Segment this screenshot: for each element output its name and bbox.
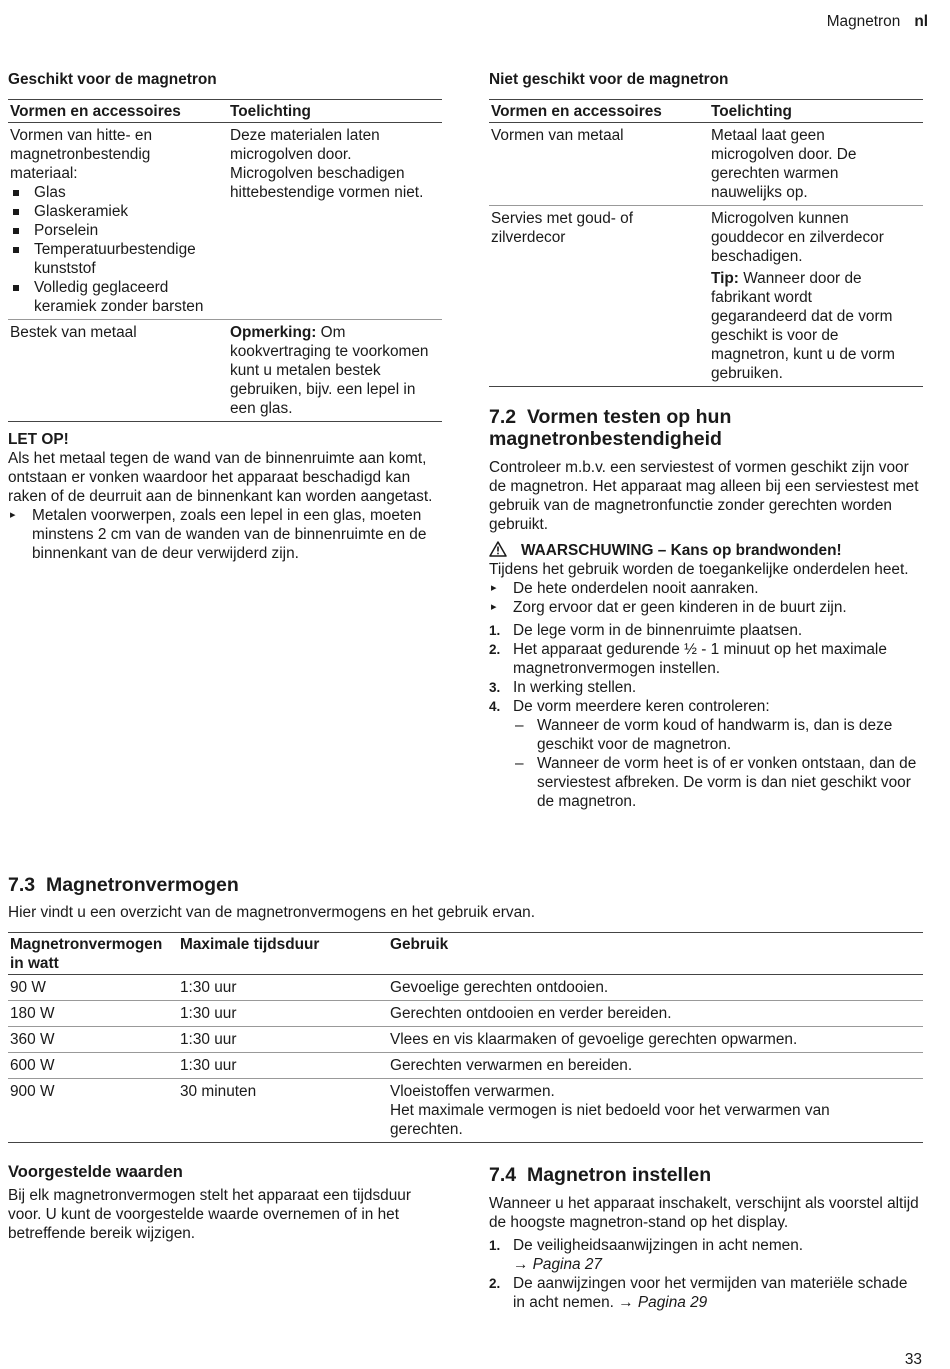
triangle-bullet-icon: ▸ (491, 601, 497, 613)
power-cell: 180 W (10, 1005, 55, 1022)
duration-cell: 1:30 uur (180, 1031, 237, 1048)
list-item: Temperatuurbestendige kunststof (10, 240, 226, 278)
section-7-4-heading (489, 1164, 923, 1186)
duration-col-header: Maximale tijdsduur (180, 936, 320, 953)
page-link[interactable]: Pagina 27 (532, 1256, 602, 1273)
unsuitable-col1-header: Vormen en accessoires (491, 103, 662, 120)
tip-label: Tip: (711, 270, 739, 287)
table-row (8, 1001, 923, 1027)
arrow-right-icon: → (618, 1294, 634, 1311)
usage-text: Vloeistoffen verwarmen. (390, 1083, 555, 1100)
table-row (8, 123, 442, 320)
table-cell: Bestek van metaal (10, 324, 137, 341)
usage-cell: Gerechten ontdooien en verder bereiden. (390, 1005, 672, 1022)
usage-cell: Vlees en vis klaarmaken of gevoelige gerechten opwarmen. (390, 1031, 798, 1048)
usage-cell: Gerechten verwarmen en bereiden. (390, 1057, 633, 1074)
step-item (489, 697, 923, 811)
sub-text: Wanneer de vorm koud of handwarm is, dan is deze geschikt voor de magnetron. (537, 717, 893, 753)
running-header (827, 12, 928, 31)
warning-bullets (489, 579, 923, 617)
step-text: In werking stellen. (513, 679, 637, 696)
usage-extra-text: Het maximale vermogen is niet bedoeld voor het verwarmen van gerechten. (390, 1102, 830, 1138)
dash-bullet: – (515, 717, 524, 734)
duration-cell: 1:30 uur (180, 979, 237, 996)
page-link[interactable]: Pagina 29 (637, 1294, 708, 1311)
unsuitable-col2-header: Toelichting (711, 103, 792, 120)
sub-list (513, 716, 923, 811)
bullet-text: De hete onderdelen nooit aanraken. (513, 580, 759, 597)
section-7-2-heading (489, 406, 923, 450)
duration-cell: 1:30 uur (180, 1057, 237, 1074)
step-item (489, 1274, 923, 1312)
section-title: Magnetronvermogen (45, 874, 239, 896)
step-text: Het apparaat gedurende ½ - 1 minuut op het maximale magnetronvermogen instellen. (513, 641, 887, 677)
decor-note: Microgolven kunnen gouddecor en zilverdecor beschadigen. (711, 210, 884, 265)
materials-list (10, 183, 226, 316)
table-row (489, 123, 923, 206)
table-row (8, 1027, 923, 1053)
warning-triangle-icon (489, 541, 507, 557)
section-7-3 (8, 874, 923, 1143)
step-item (489, 640, 923, 678)
caution-bullets (8, 506, 442, 563)
section-number: 7.3 (8, 874, 36, 896)
triangle-bullet-icon: ▸ (10, 509, 16, 521)
note-text: Om kookvertraging te voorkomen kunt u metalen bestek gebruiken, bijv. een lepel in een glas. (230, 324, 429, 417)
suitable-col1-header: Vormen en accessoires (10, 103, 181, 120)
power-cell: 360 W (10, 1031, 55, 1048)
warning-title: WAARSCHUWING – Kans op brandwonden! (521, 542, 842, 559)
table-row (8, 975, 923, 1001)
list-item: Glas (10, 183, 226, 202)
table-cell: Metaal laat geen microgolven door. De gerechten warmen nauwelijks op. (711, 127, 857, 201)
dash-bullet: – (515, 755, 524, 772)
power-col-header: Magnetronvermogen in watt (10, 936, 163, 972)
section-7-4 (489, 1164, 923, 1312)
suggested-values-section (8, 1163, 442, 1243)
suggested-values-title: Voorgestelde waarden (8, 1163, 183, 1181)
unsuitable-section (489, 70, 923, 387)
section-title: Magnetron instellen (526, 1164, 712, 1186)
step-item (489, 678, 923, 697)
table-cell: Servies met goud- of zilverdecor (491, 210, 634, 246)
list-item (513, 754, 923, 811)
triangle-bullet-icon: ▸ (491, 582, 497, 594)
table-row (8, 1053, 923, 1079)
section-title: Vormen testen op hun magnetronbestendigheid (489, 406, 732, 450)
list-item (489, 598, 923, 617)
tip-text: Wanneer door de fabrikant wordt gegarandeerd dat de vorm geschikt is voor de magnetron, kunt u de vorm gebruiken. (711, 270, 895, 382)
header-language: nl (914, 13, 928, 30)
step-text: De veiligheidsaanwijzingen in acht nemen. (513, 1237, 804, 1254)
table-cell (8, 123, 228, 320)
step-number: 2. (489, 1276, 501, 1291)
duration-cell: 1:30 uur (180, 1005, 237, 1022)
list-item (8, 506, 442, 563)
table-cell: Vormen van metaal (491, 127, 624, 144)
bullet-text: Zorg ervoor dat er geen kinderen in de buurt zijn. (513, 599, 847, 616)
page-number: 33 (904, 1351, 922, 1368)
suggested-values-text: Bij elk magnetronvermogen stelt het apparaat een tijdsduur voor. U kunt de voorgestelde waarde overnemen of in het betreffende bereik wijzigen. (8, 1187, 411, 1242)
table-row (8, 1079, 923, 1143)
table-cell (228, 320, 442, 422)
table-cell: Deze materialen laten microgolven door. Microgolven beschadigen hittebestendige vormen niet. (230, 127, 424, 201)
power-table (8, 932, 923, 1143)
usage-cell (388, 1079, 923, 1143)
power-cell: 900 W (10, 1083, 55, 1100)
section-number: 7.4 (489, 1164, 517, 1186)
power-cell: 90 W (10, 979, 46, 996)
suitable-table (8, 99, 442, 422)
arrow-right-icon: → (513, 1256, 529, 1273)
sub-text: Wanneer de vorm heet is of er vonken ontstaan, dan de serviestest afbreken. De vorm is dan niet geschikt voor de magnetron. (537, 755, 917, 810)
setup-steps (489, 1236, 923, 1312)
bullet-text: Metalen voorwerpen, zoals een lepel in een glas, moeten minstens 2 cm van de wanden van de binnenruimte en de binnenkant van de deur verwijderd zijn. (32, 507, 427, 562)
step-text: De vorm meerdere keren controleren: (513, 698, 770, 715)
step-number: 3. (489, 680, 501, 695)
power-cell: 600 W (10, 1057, 55, 1074)
table-row (8, 320, 442, 422)
unsuitable-table (489, 99, 923, 387)
header-title: Magnetron (826, 13, 901, 30)
suitable-title: Geschikt voor de magnetron (8, 71, 217, 88)
step-number: 4. (489, 699, 501, 714)
list-item (513, 716, 923, 754)
caution-block (8, 430, 442, 563)
caution-text: Als het metaal tegen de wand van de binnenruimte aan komt, ontstaan er vonken waardoor het apparaat beschadigd kan raken of de deurruit aan de binnenkant kan worden aangetast. (8, 450, 433, 505)
section-7-3-intro: Hier vindt u een overzicht van de magnetronvermogens en het gebruik ervan. (8, 904, 536, 921)
section-7-4-intro: Wanneer u het apparaat inschakelt, verschijnt als voorstel altijd de hoogste magnetron-stand op het display. (489, 1195, 919, 1231)
step-item (489, 1236, 923, 1274)
section-number: 7.2 (489, 406, 517, 428)
caution-label: LET OP! (8, 431, 69, 448)
section-7-2-intro: Controleer m.b.v. een serviestest of vormen geschikt zijn voor de magnetron. Het apparaat mag alleen bij een serviestest met gebruik van de magnetronfunctie zonder gerechten worden gebruikt. (489, 459, 919, 533)
usage-col-header: Gebruik (390, 936, 449, 953)
step-item (489, 621, 923, 640)
materials-intro: Vormen van hitte- en magnetronbestendig materiaal: (10, 127, 153, 182)
note-label: Opmerking: (230, 324, 317, 341)
list-item (489, 579, 923, 598)
test-steps (489, 621, 923, 811)
list-item: Volledig geglaceerd keramiek zonder barsten (10, 278, 226, 316)
duration-cell: 30 minuten (180, 1083, 257, 1100)
list-item: Glaskeramiek (10, 202, 226, 221)
suitable-section (8, 70, 442, 563)
unsuitable-title: Niet geschikt voor de magnetron (489, 71, 729, 88)
step-text: De lege vorm in de binnenruimte plaatsen. (513, 622, 803, 639)
section-7-2 (489, 406, 923, 811)
section-7-3-heading (8, 874, 923, 896)
tip-block (711, 269, 907, 383)
warning-heading (489, 541, 923, 560)
step-number: 2. (489, 642, 501, 657)
table-row (489, 206, 923, 387)
step-text: De aanwijzingen voor het vermijden van materiële schade in acht nemen. (513, 1275, 908, 1311)
step-number: 1. (489, 623, 501, 638)
suitable-col2-header: Toelichting (230, 103, 311, 120)
step-number: 1. (489, 1238, 501, 1253)
table-cell (709, 206, 923, 387)
usage-cell: Gevoelige gerechten ontdooien. (390, 979, 609, 996)
warning-text: Tijdens het gebruik worden de toegankelijke onderdelen heet. (489, 561, 909, 578)
list-item: Porselein (10, 221, 226, 240)
